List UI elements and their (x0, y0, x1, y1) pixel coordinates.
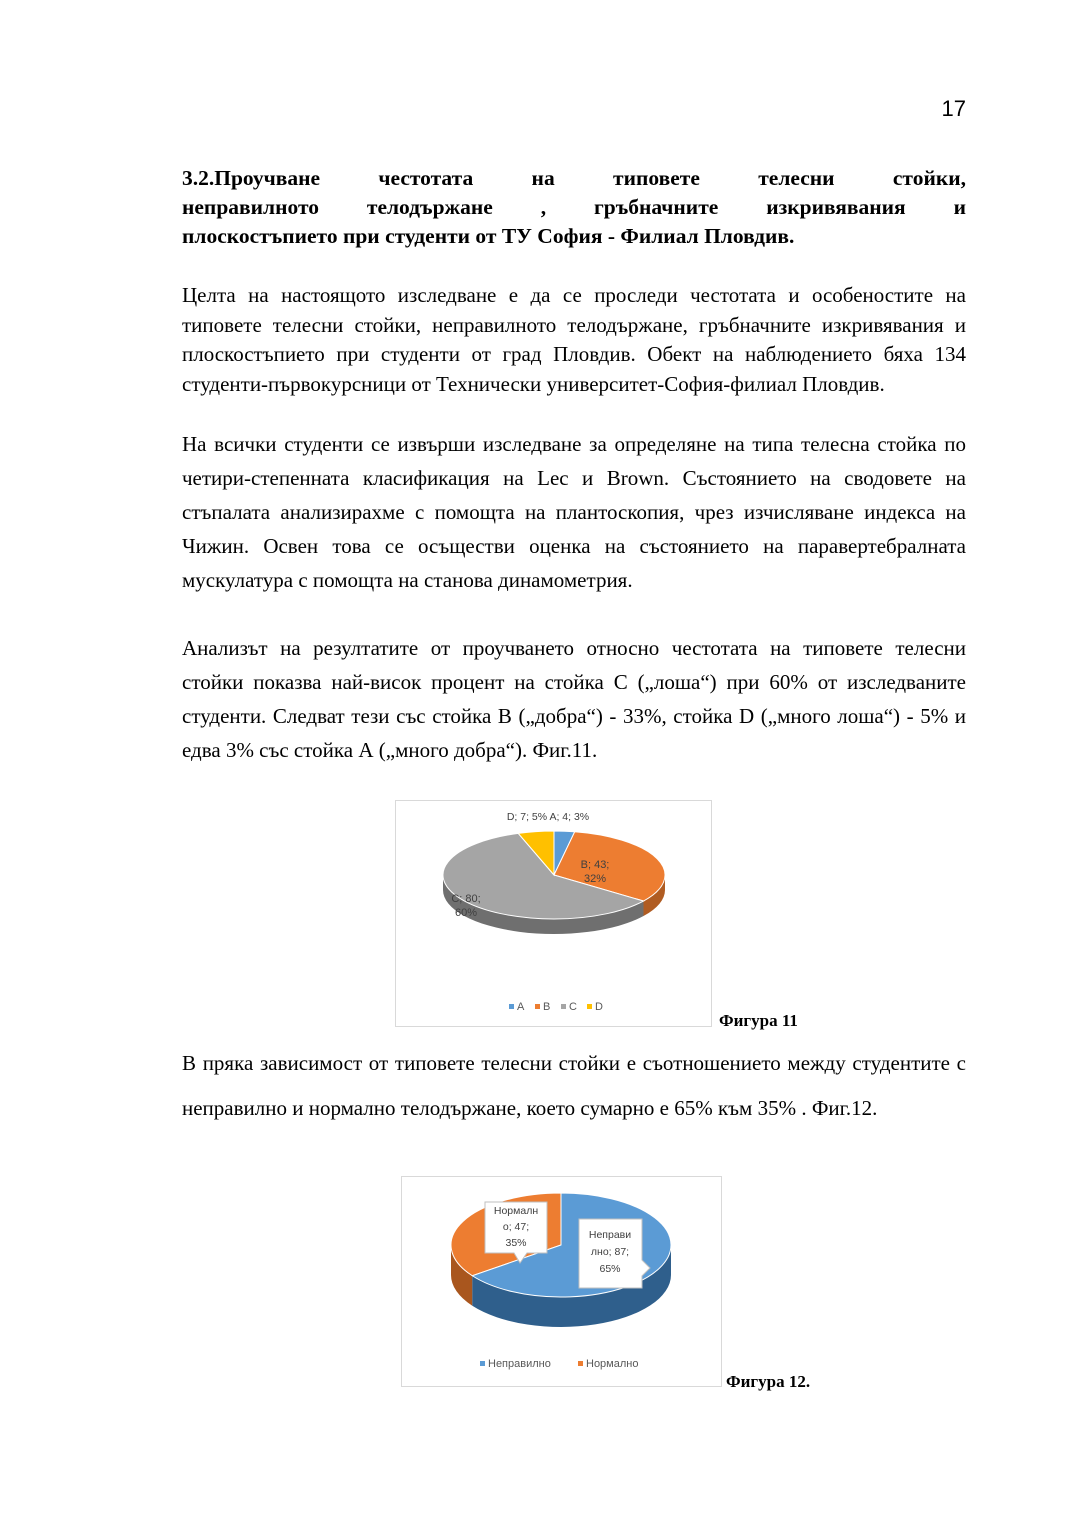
legend-label: Неправилно (488, 1358, 551, 1370)
heading-line-1: 3.2.Проучване честотата на типовете телесни стойки, (182, 166, 966, 190)
figure-11-chart (395, 800, 712, 1027)
figure-11-caption: Фигура 11 (719, 1011, 798, 1030)
data-label-C: C; 80; 60% (451, 893, 481, 919)
paragraph-posture-ratio: В пряка зависимост от типовете телесни стойки е съотношението между студентите с неправилно и нормално телодържане, което сумарно е 65% към 35% . Фиг.12. (182, 1051, 966, 1120)
figure-12-chart (401, 1176, 722, 1387)
legend-swatch-C (561, 1004, 566, 1009)
legend-swatch-A (509, 1004, 514, 1009)
legend-swatch-D (587, 1004, 592, 1009)
legend-label: D (595, 1001, 603, 1013)
data-label-incorrect: Неправи лно; 87; 65% (588, 1229, 632, 1275)
heading-line-2: неправилното телодържане , гръбначните изкривявания и (182, 195, 966, 219)
posture-type-pie-chart (396, 801, 711, 1026)
legend-label: B (543, 1001, 551, 1013)
posture-ratio-pie-chart (402, 1177, 721, 1386)
legend-label: C (569, 1001, 577, 1013)
legend-swatch-B (535, 1004, 540, 1009)
paragraph-method: На всички студенти се извърши изследване за определяне на типа телесна стойка по четири-степенната класификация на Lec и Brown. Състоянието на сводовете на стъпалата анализирахме с помощта на плантоскопия, чрез изчисляване индекса на Чижин. Освен това се осъществи оценка на състоянието на паравертебралната мускулатура с помощта на станова динамометрия. (182, 432, 966, 592)
data-label-normal: Нормалн о; 47; 35% (493, 1205, 539, 1249)
data-label-B: B; 43; 32% (580, 859, 610, 885)
legend-swatch-Неправилно (480, 1361, 485, 1366)
legend-label: Нормално (586, 1358, 639, 1370)
paragraph-results: Анализът на резултатите от проучването относно честотата на типовете телесни стойки показва най-висок процент на стойка С („лоша“) при 60% от изследваните студенти. Следват тези със стойка В („добра“) - 33%, стойка D („много лоша“) - 5% и едва 3% със стойка А („много добра“). Фиг.11. (182, 636, 966, 762)
legend-label: A (517, 1001, 525, 1013)
data-label-D-A: D; 7; 5% A; 4; 3% (506, 811, 590, 823)
section-heading (182, 164, 966, 251)
legend-swatch-Нормално (578, 1361, 583, 1366)
page-number: 17 (941, 96, 966, 121)
paragraph-aim: Целта на настоящото изследване е да се проследи честотата и особеностите на типовете телесни стойки, неправилното телодържане, гръбначните изкривявания и плоскостъпието при студенти от град Пловдив. Обект на наблюдението бяха 134 студенти-първокурсници от Технически университет-София-филиал Пловдив. (182, 283, 966, 396)
heading-line-3: плоскостъпието при студенти от ТУ София - Филиал Пловдив. (182, 224, 795, 248)
figure-12-caption: Фигура 12. (726, 1372, 811, 1391)
